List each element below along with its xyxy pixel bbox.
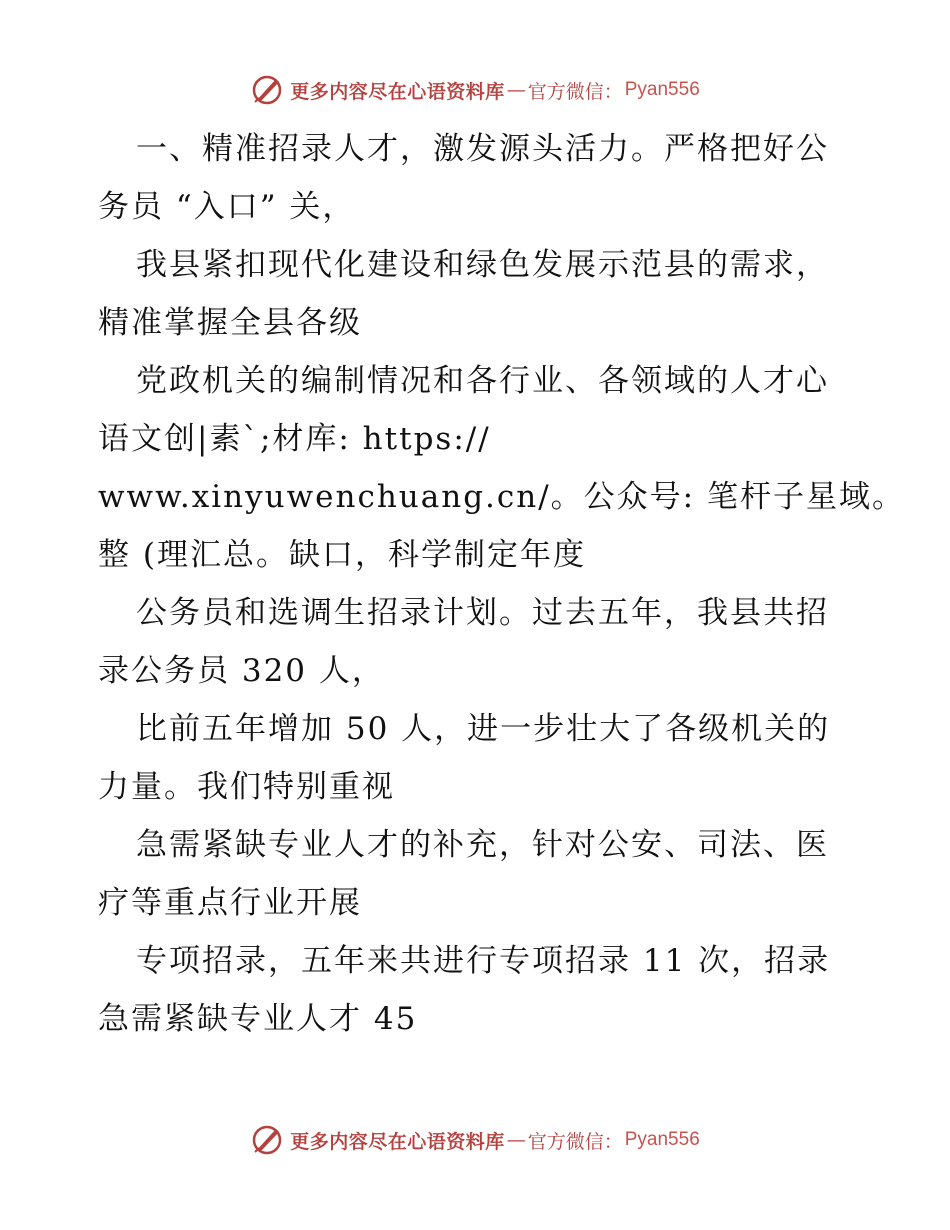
body-line: 疗等重点行业开展 xyxy=(98,885,362,921)
quill-logo-icon xyxy=(250,73,284,107)
banner-official-text: 官方微信： xyxy=(527,1130,623,1153)
banner-site-text: 更多内容尽在心语资料库 xyxy=(290,1130,505,1153)
body-line: 务员 “入口” 关， xyxy=(98,189,356,225)
body-line: 我县紧扣现代化建设和绿色发展示范县的需求， xyxy=(136,247,829,283)
body-line: 语文创|素`;材库: https:// xyxy=(98,421,491,457)
body-line: www.xinyuwenchuang.cn/。公众号: 笔杆子星域。 xyxy=(98,479,905,515)
body-line: 比前五年增加 50 人，进一步壮大了各级机关的 xyxy=(136,711,831,747)
banner-site-text: 更多内容尽在心语资料库 xyxy=(290,80,505,103)
quill-logo-icon xyxy=(250,1123,284,1157)
body-line: 力量。我们特别重视 xyxy=(98,769,395,805)
banner-handle: Pyan556 xyxy=(624,79,700,100)
banner-dash: — xyxy=(506,1129,526,1151)
body-line: 整 (理汇总。缺口，科学制定年度 xyxy=(98,537,586,573)
body-line: 党政机关的编制情况和各行业、各领域的人才心 xyxy=(136,363,829,399)
footer-banner xyxy=(0,1120,950,1160)
body-line: 精准掌握全县各级 xyxy=(98,305,362,341)
header-banner xyxy=(0,70,950,110)
body-line: 录公务员 320 人， xyxy=(98,653,385,689)
banner-dash: — xyxy=(506,79,526,101)
body-line: 一、精准招录人才，激发源头活力。严格把好公 xyxy=(136,131,829,167)
banner-official-text: 官方微信： xyxy=(527,80,623,103)
body-text xyxy=(98,120,905,1048)
banner-handle: Pyan556 xyxy=(624,1129,700,1150)
body-line: 公务员和选调生招录计划。过去五年，我县共招 xyxy=(136,595,829,631)
body-line: 急需紧缺专业人才的补充，针对公安、司法、医 xyxy=(136,827,829,863)
body-line: 急需紧缺专业人才 45 xyxy=(98,1001,418,1037)
body-line: 专项招录，五年来共进行专项招录 11 次，招录 xyxy=(136,943,831,979)
